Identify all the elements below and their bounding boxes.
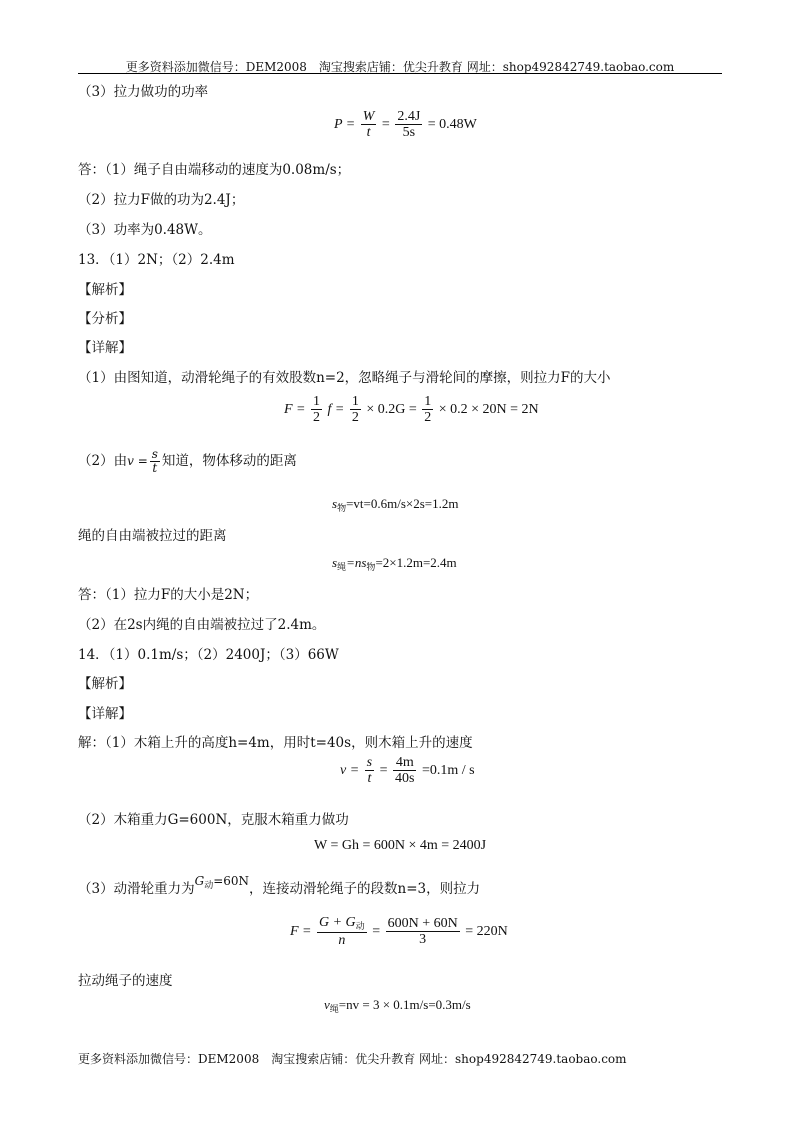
header-rule	[78, 73, 722, 74]
answer-13: 13．（1）2N；（2）2.4m	[78, 252, 235, 268]
text-line: （3）动滑轮重力为$G^动=60N$，连接动滑轮绳子的段数n=3，则拉力	[78, 874, 481, 897]
text-line: （1）由图知道，动滑轮绳子的有效股数n=2，忽略绳子与滑轮间的摩擦，则拉力F的大小	[78, 370, 611, 386]
page-footer: 更多资料添加微信号：DEM2008 淘宝搜索店铺：优尖升教育 网址：shop492842749.taobao.com	[78, 1052, 627, 1066]
section-heading: 【解析】	[78, 282, 132, 298]
section-heading: 【分析】	[78, 311, 132, 327]
text-line: （2）拉力F做的功为2.4J；	[78, 192, 245, 208]
text-line: 解：（1）木箱上升的高度h=4m，用时t=40s，则木箱上升的速度	[78, 735, 473, 751]
equation-rope-velocity: $v_绳=nv = 3 \times 0.1m/s=0.3m/s$	[324, 997, 471, 1014]
equation-rope-distance: $s_绳=ns_物=2\times 1.2m=2.4m$	[332, 555, 457, 572]
text-line: 答：（1）绳子自由端移动的速度为0.08m/s；	[78, 162, 351, 178]
page-header: 更多资料添加微信号：DEM2008 淘宝搜索店铺：优尖升教育 网址：shop492842749.taobao.com	[125, 60, 675, 74]
equation-force-14: F = $\frac{G + G_动}{n}$ = $\frac{600N + 60N}{3}$ = 220N	[290, 915, 508, 948]
answer-14: 14．（1）0.1m/s；（2）2400J；（3）66W	[78, 647, 339, 663]
text-line: （3）功率为0.48W。	[78, 222, 212, 238]
section-heading: 【详解】	[78, 340, 132, 356]
text-line: （2）在2s内绳的自由端被拉过了2.4m。	[78, 617, 326, 633]
equation-force-13: F = $\frac{1}{2}$ f = $\frac{1}{2}$ × 0.2G = $\frac{1}{2}$ × 0.2 × 20N = 2N	[284, 394, 539, 426]
equation-object-distance: $s_物=vt=0.6m/s\times 2s=1.2m$	[332, 496, 459, 513]
equation-power: P = $\frac{W}{t}$ = $\frac{2.4J}{5s}$ = 0.48W	[334, 109, 477, 141]
text-line: （2）由v = $\frac{s}{t}$ 知道，物体移动的距离	[78, 447, 297, 476]
section-heading: 【解析】	[78, 676, 132, 692]
text-line: 拉动绳子的速度	[78, 973, 173, 989]
equation-work-14: W = Gh = 600N × 4m = 2400J	[314, 838, 487, 853]
text-line: （3）拉力做功的功率	[78, 84, 209, 100]
text-line: 绳的自由端被拉过的距离	[78, 528, 227, 544]
equation-velocity-14: v = $\frac{s}{t}$ = $\frac{4m}{40s}$ =0.1m / s	[340, 755, 475, 787]
text-line: 答：（1）拉力F的大小是2N；	[78, 587, 259, 603]
text-line: （2）木箱重力G=600N，克服木箱重力做功	[78, 812, 349, 828]
section-heading: 【详解】	[78, 706, 132, 722]
